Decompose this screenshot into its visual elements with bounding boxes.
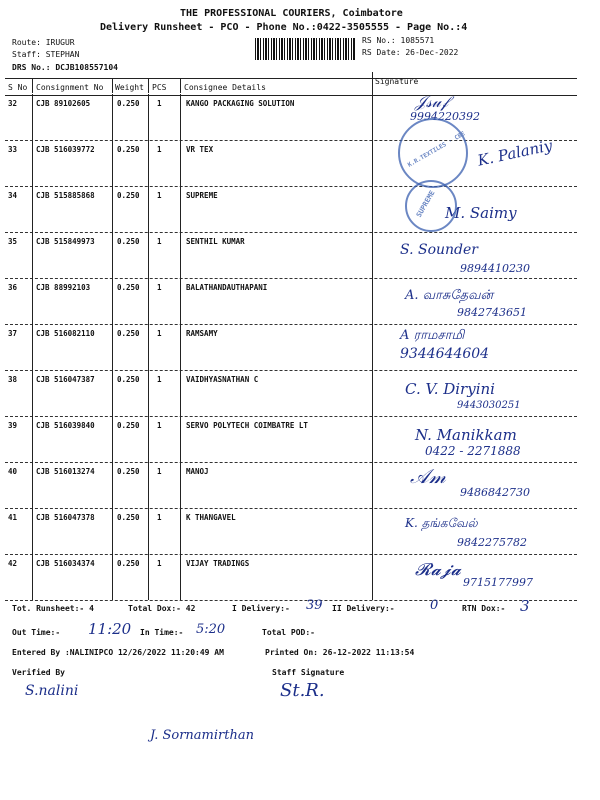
in-time: In Time:- bbox=[140, 628, 184, 637]
row-phone: 9894410230 bbox=[460, 262, 530, 275]
row-pcs: 1 bbox=[157, 559, 162, 568]
col-divider bbox=[180, 79, 181, 93]
staff-signature-label: Staff Signature bbox=[272, 668, 345, 677]
row-consignment: CJB 516082110 bbox=[36, 329, 95, 338]
col-divider bbox=[372, 94, 373, 600]
row-sno: 36 bbox=[8, 283, 18, 292]
row-consignee: SERVO POLYTECH COIMBATRE LT bbox=[186, 421, 308, 430]
table-row bbox=[5, 278, 577, 325]
row-consignee: K THANGAVEL bbox=[186, 513, 236, 522]
supreme-stamp bbox=[405, 180, 457, 232]
row-pcs: 1 bbox=[157, 99, 162, 108]
tot-runsheet: Tot. Runsheet:- 4 bbox=[12, 604, 94, 613]
row-signature: 𝓡𝓪𝓳𝓪 bbox=[415, 560, 461, 580]
col-divider bbox=[112, 79, 113, 93]
row-phone: 9842275782 bbox=[457, 536, 527, 549]
row-consignment: CJB 515849973 bbox=[36, 237, 95, 246]
row-weight: 0.250 bbox=[117, 145, 140, 154]
row-signature: N. Manikkam bbox=[415, 426, 517, 444]
row-consignment: CJB 89102605 bbox=[36, 99, 91, 108]
row-consignment: CJB 516039772 bbox=[36, 145, 95, 154]
row-pcs: 1 bbox=[157, 375, 162, 384]
bottom-signature: J. Sornamirthan bbox=[150, 728, 254, 743]
row-weight: 0.250 bbox=[117, 329, 140, 338]
rs-number: RS No.: 1085571 bbox=[362, 36, 435, 45]
row-consignment: CJB 515885868 bbox=[36, 191, 95, 200]
row-pcs: 1 bbox=[157, 191, 162, 200]
total-pod: Total POD:- bbox=[262, 628, 315, 637]
table-row bbox=[5, 136, 577, 187]
col-divider bbox=[112, 94, 113, 600]
row-sno: 38 bbox=[8, 375, 18, 384]
row-sno: 37 bbox=[8, 329, 18, 338]
in-time-value: 5:20 bbox=[196, 622, 226, 637]
row-consignee: RAMSAMY bbox=[186, 329, 218, 338]
row-signature: S. Sounder bbox=[400, 242, 478, 258]
table-row bbox=[5, 508, 577, 555]
drs-number: DRS No.: DCJB108557104 bbox=[12, 63, 118, 72]
row-signature: 𝒥𝓈𝓊𝒻 bbox=[415, 92, 449, 111]
col-weight: Weight bbox=[115, 83, 144, 92]
company-title: THE PROFESSIONAL COURIERS, Coimbatore bbox=[180, 8, 403, 19]
row-consignee: MANOJ bbox=[186, 467, 209, 476]
row-weight: 0.250 bbox=[117, 99, 140, 108]
rs-date: RS Date: 26-Dec-2022 bbox=[362, 48, 459, 57]
table-row bbox=[5, 462, 577, 509]
row-sno: 40 bbox=[8, 467, 18, 476]
col-divider bbox=[32, 79, 33, 93]
row-phone: 9994220392 bbox=[410, 110, 480, 123]
row-phone: 9715177997 bbox=[463, 576, 533, 589]
row-consignment: CJB 516034374 bbox=[36, 559, 95, 568]
i-delivery: I Delivery:- bbox=[232, 604, 290, 613]
row-signature: A ராமசாமி bbox=[400, 328, 465, 343]
row-pcs: 1 bbox=[157, 329, 162, 338]
row-signature: A. வாசுதேவன் bbox=[405, 288, 494, 303]
row-consignee: BALATHANDAUTHAPANI bbox=[186, 283, 268, 292]
row-consignment: CJB 516047387 bbox=[36, 375, 95, 384]
row-phone: 9842743651 bbox=[457, 306, 527, 319]
textiles-stamp bbox=[398, 118, 468, 188]
row-weight: 0.250 bbox=[117, 421, 140, 430]
row-weight: 0.250 bbox=[117, 237, 140, 246]
col-consignment: Consignment No bbox=[36, 83, 104, 92]
route-label: Route: IRUGUR bbox=[12, 38, 75, 47]
row-weight: 0.250 bbox=[117, 283, 140, 292]
row-consignment: CJB 516047378 bbox=[36, 513, 95, 522]
stamp-text: SUPREME bbox=[414, 189, 437, 219]
row-consignee: VR TEX bbox=[186, 145, 214, 154]
ii-delivery-value: 0 bbox=[430, 598, 439, 613]
row-weight: 0.250 bbox=[117, 467, 140, 476]
row-pcs: 1 bbox=[157, 237, 162, 246]
row-phone: 9486842730 bbox=[460, 486, 530, 499]
barcode bbox=[255, 38, 355, 60]
row-pcs: 1 bbox=[157, 513, 162, 522]
row-consignee: SUPREME bbox=[186, 191, 218, 200]
row-weight: 0.250 bbox=[117, 191, 140, 200]
row-weight: 0.250 bbox=[117, 559, 140, 568]
col-sno: S No bbox=[8, 83, 28, 92]
i-delivery-value: 39 bbox=[306, 598, 323, 613]
verified-signature: S.nalini bbox=[25, 683, 79, 699]
row-consignee: VAIDHYASNATHAN C bbox=[186, 375, 259, 384]
staff-signature: St.R. bbox=[280, 680, 325, 701]
row-sno: 42 bbox=[8, 559, 18, 568]
table-row bbox=[5, 324, 577, 371]
table-row bbox=[5, 94, 577, 141]
table-row bbox=[5, 554, 577, 601]
rtn-dox-value: 3 bbox=[520, 597, 530, 615]
row-signature: K. தங்கவேல் bbox=[405, 516, 478, 530]
row-phone: 0422 - 2271888 bbox=[425, 444, 521, 458]
total-dox: Total Dox:- 42 bbox=[128, 604, 196, 613]
row-sno: 39 bbox=[8, 421, 18, 430]
col-pcs: PCS bbox=[152, 83, 167, 92]
row-phone: 9344644604 bbox=[400, 346, 490, 362]
table-row bbox=[5, 416, 577, 463]
rtn-dox: RTN Dox:- bbox=[462, 604, 506, 613]
row-signature: M. Saimy bbox=[445, 204, 517, 222]
row-signature: C. V. Diryini bbox=[405, 380, 495, 398]
stamp-text: K.R.TEXTILES · CBE bbox=[406, 130, 467, 169]
row-weight: 0.250 bbox=[117, 375, 140, 384]
row-consignee: VIJAY TRADINGS bbox=[186, 559, 250, 568]
row-signature: 𝒜𝓂 bbox=[410, 464, 446, 488]
row-consignment: CJB 516039840 bbox=[36, 421, 95, 430]
row-signature: K. Palaniy bbox=[475, 136, 554, 170]
out-time: Out Time:- bbox=[12, 628, 61, 637]
row-sno: 33 bbox=[8, 145, 18, 154]
entered-by: Entered By :NALINIPCO 12/26/2022 11:20:49 AM bbox=[12, 648, 224, 657]
row-sno: 32 bbox=[8, 99, 18, 108]
table-row bbox=[5, 232, 577, 279]
row-consignment: CJB 516013274 bbox=[36, 467, 95, 476]
verified-by: Verified By bbox=[12, 668, 65, 677]
row-consignee: SENTHIL KUMAR bbox=[186, 237, 245, 246]
row-pcs: 1 bbox=[157, 283, 162, 292]
col-divider bbox=[148, 79, 149, 93]
col-divider bbox=[148, 94, 149, 600]
staff-label: Staff: STEPHAN bbox=[12, 50, 80, 59]
runsheet-title: Delivery Runsheet - PCO - Phone No.:0422-3505555 - Page No.:4 bbox=[100, 22, 468, 33]
table-row bbox=[5, 370, 577, 417]
col-divider bbox=[32, 94, 33, 600]
out-time-value: 11:20 bbox=[88, 620, 132, 638]
col-signature: Signature bbox=[375, 77, 419, 86]
row-sno: 41 bbox=[8, 513, 18, 522]
row-pcs: 1 bbox=[157, 145, 162, 154]
table-row bbox=[5, 186, 577, 233]
row-weight: 0.250 bbox=[117, 513, 140, 522]
col-divider bbox=[372, 72, 373, 94]
col-consignee: Consignee Details bbox=[184, 83, 266, 92]
row-pcs: 1 bbox=[157, 421, 162, 430]
col-divider bbox=[180, 94, 181, 600]
row-pcs: 1 bbox=[157, 467, 162, 476]
printed-on: Printed On: 26-12-2022 11:13:54 bbox=[265, 648, 415, 657]
row-phone: 9443030251 bbox=[457, 400, 521, 411]
ii-delivery: II Delivery:- bbox=[332, 604, 395, 613]
row-sno: 34 bbox=[8, 191, 18, 200]
row-consignment: CJB 88992103 bbox=[36, 283, 91, 292]
row-consignee: KANGO PACKAGING SOLUTION bbox=[186, 99, 295, 108]
row-sno: 35 bbox=[8, 237, 18, 246]
